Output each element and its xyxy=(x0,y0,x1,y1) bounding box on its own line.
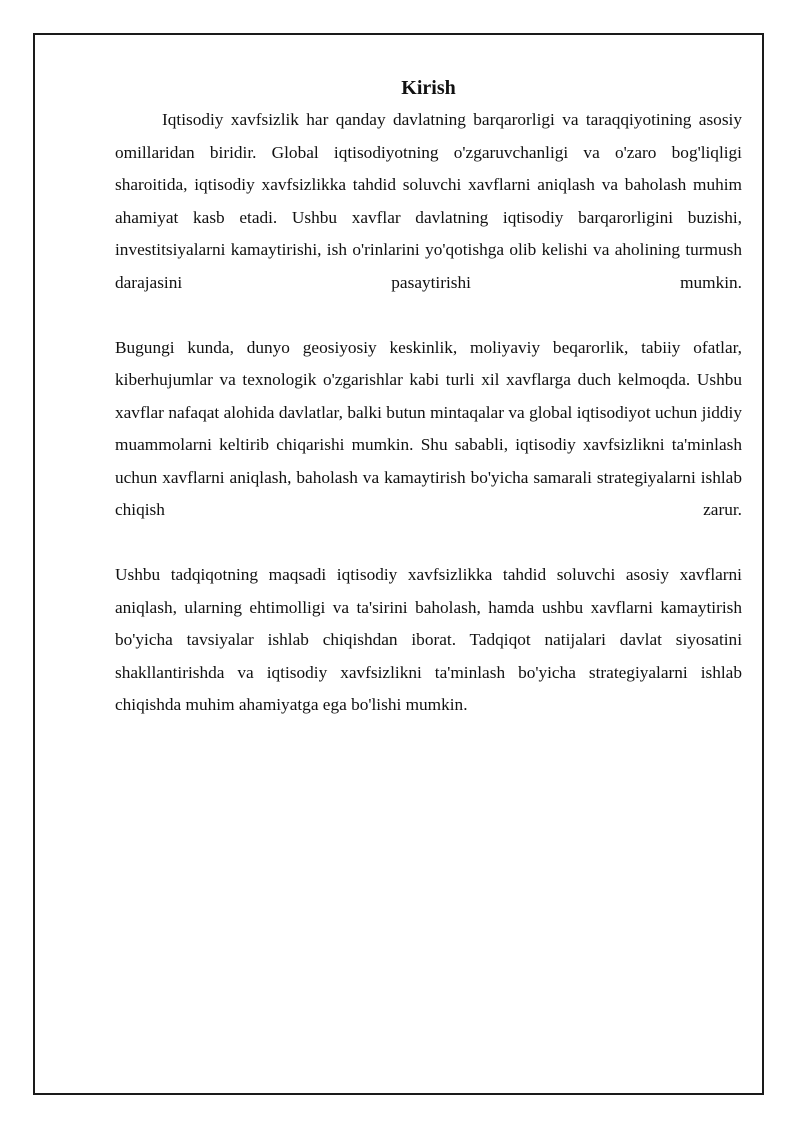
paragraph-gap xyxy=(115,299,742,332)
document-body xyxy=(115,72,742,722)
paragraph-2: Bugungi kunda, dunyo geosiyosiy keskinlik, moliyaviy beqarorlik, tabiiy ofatlar, kiberhujumlar va texnologik o'zgarishlar kabi turli xil xavflarga duch kelmoqda. Ushbu xavflar nafaqat alohida davlatlar, balki butun mintaqalar va global iqtisodiyot uchun jiddiy muammolarni keltirib chiqarishi mumkin. Shu sababli, iqtisodiy xavfsizlikni ta'minlash uchun xavflarni aniqlash, baholash va kamaytirish bo'yicha samarali strategiyalarni ishlab chiqish zarur. xyxy=(115,337,742,519)
paragraph-1: Iqtisodiy xavfsizlik har qanday davlatning barqarorligi va taraqqiyotining asosiy omillaridan biridir. Global iqtisodiyotning o'zgaruvchanligi va o'zaro bog'liqligi sharoitida, iqtisodiy xavfsizlikka tahdid soluvchi xavflarni aniqlash va baholash muhim ahamiyat kasb etadi. Ushbu xavflar davlatning iqtisodiy barqarorligini buzishi, investitsiyalarni kamaytirishi, ish o'rinlarini yo'qotishga olib kelishi va aholining turmush darajasini pasaytirishi mumkin. xyxy=(115,110,742,292)
paragraph-gap xyxy=(115,527,742,560)
page-title: Kirish xyxy=(401,77,456,99)
paragraph-3: Ushbu tadqiqotning maqsadi iqtisodiy xavfsizlikka tahdid soluvchi asosiy xavflarni aniqlash, ularning ehtimolligi va ta'sirini baholash, hamda ushbu xavflarni kamaytirish bo'yicha tavsiyalar ishlab chiqishdan iborat. Tadqiqot natijalari davlat siyosatini shakllantirishda va iqtisodiy xavfsizlikni ta'minlash bo'yicha strategiyalarni ishlab chiqishda muhim ahamiyatga ega bo'lishi mumkin. xyxy=(115,565,742,714)
